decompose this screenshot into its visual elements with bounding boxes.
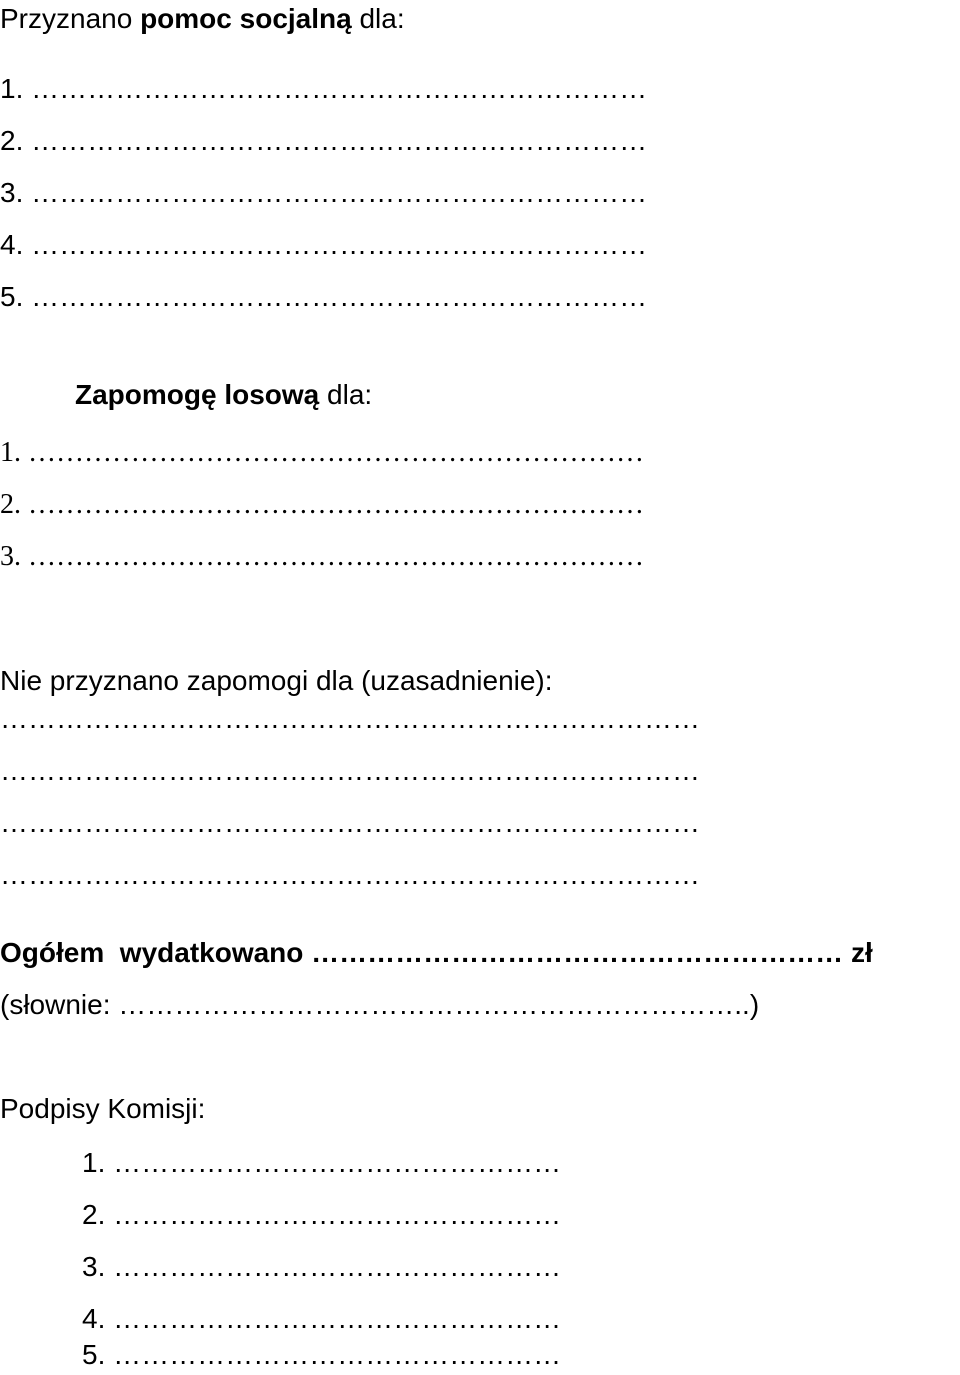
item-number: 1.	[0, 73, 24, 104]
fill-in-dots[interactable]: …………………………………………………………	[28, 437, 644, 468]
heading-bold: Zapomogę losową	[75, 379, 320, 410]
list-item	[0, 72, 647, 106]
item-number: 3.	[0, 177, 24, 208]
heading-suffix: dla:	[351, 3, 405, 34]
list-item	[0, 488, 644, 522]
signature-dots[interactable]: …………………………………………	[113, 1199, 562, 1230]
item-number: 2.	[82, 1199, 106, 1230]
item-number: 2.	[0, 125, 24, 156]
list-item	[0, 280, 647, 314]
signature-dots[interactable]: …………………………………………	[113, 1303, 562, 1334]
heading-prefix: Przyznano	[0, 3, 141, 34]
fill-in-dots[interactable]: …………………………………………………………	[31, 177, 648, 208]
item-number: 5.	[82, 1339, 106, 1370]
signature-item	[82, 1302, 561, 1336]
fill-in-dots[interactable]: …………………………………………………………	[31, 281, 648, 312]
justification-line[interactable]: …………………………………………………………………	[0, 755, 700, 786]
signature-dots[interactable]: …………………………………………	[113, 1251, 562, 1282]
fill-in-dots[interactable]: …………………………………………………………	[31, 73, 648, 104]
fill-in-dots[interactable]: …………………………………………………………	[31, 125, 648, 156]
item-number: 3.	[82, 1251, 106, 1282]
signatures-heading: Podpisy Komisji:	[0, 1093, 206, 1124]
item-number: 2.	[0, 489, 21, 520]
signature-dots[interactable]: …………………………………………	[113, 1339, 562, 1370]
total-spent-row	[0, 936, 873, 970]
heading-bold: pomoc socjalną	[140, 3, 352, 34]
item-number: 5.	[0, 281, 24, 312]
total-label: Ogółem wydatkowano	[0, 937, 312, 968]
section-heading-zapomoga-losowa	[75, 378, 372, 412]
item-number: 3.	[0, 541, 21, 572]
list-item	[0, 436, 644, 470]
fill-in-dots[interactable]: …………………………………………………………	[31, 229, 648, 260]
section-heading-nie-przyznano: Nie przyznano zapomogi dla (uzasadnienie):	[0, 665, 553, 696]
total-amount-dots[interactable]: …………………………………………………	[311, 937, 844, 968]
signature-item	[82, 1146, 561, 1180]
justification-line[interactable]: …………………………………………………………………	[0, 807, 700, 838]
justification-line[interactable]: …………………………………………………………………	[0, 859, 700, 890]
list-item	[0, 124, 647, 158]
section-heading-pomoc-socjalna	[0, 2, 405, 36]
words-label: (słownie:	[0, 989, 119, 1020]
signature-item	[82, 1338, 561, 1372]
heading-suffix: dla:	[319, 379, 373, 410]
words-dots[interactable]: …………………………………………………………..)	[118, 989, 760, 1020]
justification-line[interactable]: …………………………………………………………………	[0, 703, 700, 734]
signature-item	[82, 1250, 561, 1284]
item-number: 1.	[0, 437, 21, 468]
amount-in-words-row	[0, 988, 759, 1022]
list-item	[0, 228, 647, 262]
total-unit: zł	[843, 937, 873, 968]
signature-dots[interactable]: …………………………………………	[113, 1147, 562, 1178]
item-number: 4.	[0, 229, 24, 260]
list-item	[0, 540, 644, 574]
item-number: 1.	[82, 1147, 106, 1178]
signature-item	[82, 1198, 561, 1232]
item-number: 4.	[82, 1303, 106, 1334]
fill-in-dots[interactable]: …………………………………………………………	[28, 541, 644, 572]
fill-in-dots[interactable]: …………………………………………………………	[28, 489, 644, 520]
list-item	[0, 176, 647, 210]
